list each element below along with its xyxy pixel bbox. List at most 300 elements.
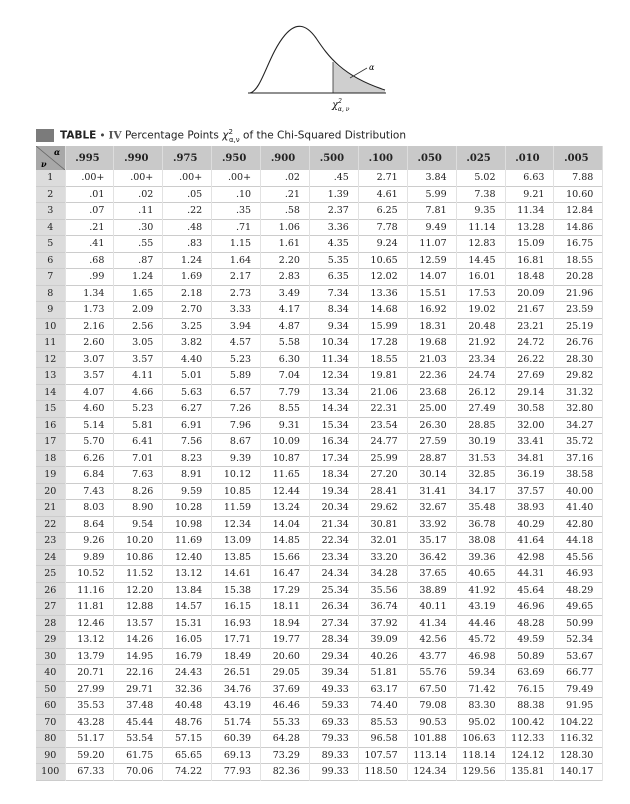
table-row <box>36 467 603 484</box>
value-cell: 27.99 <box>65 681 114 698</box>
table-row <box>36 434 603 451</box>
value-cell: .41 <box>65 236 114 253</box>
value-cell: 12.34 <box>309 368 358 385</box>
value-cell: 25.34 <box>309 582 358 599</box>
value-cell: 39.34 <box>309 665 358 682</box>
value-cell: .55 <box>114 236 163 253</box>
value-cell: 11.65 <box>261 467 310 484</box>
value-cell: 19.02 <box>456 302 505 319</box>
value-cell: 23.34 <box>309 549 358 566</box>
title-separator: • <box>99 129 106 142</box>
value-cell: 48.76 <box>163 714 212 731</box>
value-cell: 79.08 <box>407 698 456 715</box>
degrees-of-freedom-cell: 28 <box>36 615 65 632</box>
value-cell: 30.14 <box>407 467 456 484</box>
value-cell: 51.81 <box>358 665 407 682</box>
degrees-of-freedom-cell: 21 <box>36 500 65 517</box>
value-cell: 43.77 <box>407 648 456 665</box>
value-cell: 13.84 <box>163 582 212 599</box>
degrees-of-freedom-cell: 7 <box>36 269 65 286</box>
value-cell: 13.24 <box>261 500 310 517</box>
value-cell: 15.66 <box>261 549 310 566</box>
header-alpha-010: .010 <box>505 146 554 170</box>
value-cell: .02 <box>114 186 163 203</box>
degrees-of-freedom-cell: 27 <box>36 599 65 616</box>
value-cell: 8.64 <box>65 516 114 533</box>
value-cell: 23.59 <box>554 302 603 319</box>
value-cell: 3.57 <box>65 368 114 385</box>
value-cell: 46.46 <box>261 698 310 715</box>
value-cell: 14.04 <box>261 516 310 533</box>
header-alpha-995: .995 <box>65 146 114 170</box>
value-cell: 10.09 <box>261 434 310 451</box>
value-cell: 2.83 <box>261 269 310 286</box>
title-marker-block <box>36 129 54 142</box>
value-cell: 41.40 <box>554 500 603 517</box>
value-cell: 43.19 <box>212 698 261 715</box>
value-cell: 48.29 <box>554 582 603 599</box>
value-cell: 16.15 <box>212 599 261 616</box>
value-cell: 32.67 <box>407 500 456 517</box>
value-cell: 20.71 <box>65 665 114 682</box>
value-cell: 96.58 <box>358 731 407 748</box>
value-cell: 44.31 <box>505 566 554 583</box>
value-cell: 18.31 <box>407 318 456 335</box>
value-cell: 51.17 <box>65 731 114 748</box>
value-cell: 2.70 <box>163 302 212 319</box>
value-cell: 37.16 <box>554 450 603 467</box>
value-cell: 12.40 <box>163 549 212 566</box>
value-cell: 53.54 <box>114 731 163 748</box>
value-cell: 24.34 <box>309 566 358 583</box>
value-cell: 2.17 <box>212 269 261 286</box>
alpha-pointer-line <box>350 68 367 78</box>
value-cell: .00+ <box>212 170 261 186</box>
value-cell: 9.89 <box>65 549 114 566</box>
value-cell: 26.51 <box>212 665 261 682</box>
value-cell: 33.41 <box>505 434 554 451</box>
value-cell: 11.81 <box>65 599 114 616</box>
value-cell: 13.09 <box>212 533 261 550</box>
value-cell: 18.55 <box>554 252 603 269</box>
table-title-bar <box>36 129 602 142</box>
value-cell: 36.74 <box>358 599 407 616</box>
value-cell: 2.73 <box>212 285 261 302</box>
value-cell: 31.41 <box>407 483 456 500</box>
value-cell: 12.02 <box>358 269 407 286</box>
value-cell: 1.73 <box>65 302 114 319</box>
degrees-of-freedom-cell: 10 <box>36 318 65 335</box>
value-cell: 69.33 <box>309 714 358 731</box>
value-cell: 16.34 <box>309 434 358 451</box>
value-cell: 5.02 <box>456 170 505 186</box>
degrees-of-freedom-cell: 20 <box>36 483 65 500</box>
value-cell: 7.38 <box>456 186 505 203</box>
value-cell: 21.06 <box>358 384 407 401</box>
table-row <box>36 368 603 385</box>
header-alpha-500: .500 <box>309 146 358 170</box>
value-cell: 13.34 <box>309 384 358 401</box>
value-cell: 5.81 <box>114 417 163 434</box>
value-cell: 63.69 <box>505 665 554 682</box>
value-cell: 60.39 <box>212 731 261 748</box>
value-cell: 20.34 <box>309 500 358 517</box>
degrees-of-freedom-cell: 30 <box>36 648 65 665</box>
value-cell: 14.45 <box>456 252 505 269</box>
value-cell: 16.01 <box>456 269 505 286</box>
value-cell: 7.81 <box>407 203 456 220</box>
corner-alpha: α <box>54 147 61 157</box>
value-cell: 13.57 <box>114 615 163 632</box>
value-cell: 7.63 <box>114 467 163 484</box>
value-cell: 11.14 <box>456 219 505 236</box>
value-cell: 26.22 <box>505 351 554 368</box>
value-cell: 41.34 <box>407 615 456 632</box>
value-cell: 49.65 <box>554 599 603 616</box>
value-cell: 35.56 <box>358 582 407 599</box>
degrees-of-freedom-cell: 100 <box>36 764 65 781</box>
value-cell: 5.23 <box>114 401 163 418</box>
value-cell: 20.09 <box>505 285 554 302</box>
chi-squared-distribution-figure <box>0 0 630 128</box>
value-cell: 2.60 <box>65 335 114 352</box>
value-cell: 83.30 <box>456 698 505 715</box>
header-alpha-990: .990 <box>114 146 163 170</box>
value-cell: 43.28 <box>65 714 114 731</box>
value-cell: 9.31 <box>261 417 310 434</box>
header-corner <box>36 146 65 170</box>
value-cell: 3.05 <box>114 335 163 352</box>
value-cell: 29.71 <box>114 681 163 698</box>
value-cell: 7.78 <box>358 219 407 236</box>
degrees-of-freedom-cell: 11 <box>36 335 65 352</box>
value-cell: 29.14 <box>505 384 554 401</box>
value-cell: 14.61 <box>212 566 261 583</box>
value-cell: 12.83 <box>456 236 505 253</box>
value-cell: 12.20 <box>114 582 163 599</box>
value-cell: 7.96 <box>212 417 261 434</box>
value-cell: 2.71 <box>358 170 407 186</box>
value-cell: 42.80 <box>554 516 603 533</box>
table-row <box>36 533 603 550</box>
value-cell: 27.34 <box>309 615 358 632</box>
value-cell: 53.67 <box>554 648 603 665</box>
table-row <box>36 450 603 467</box>
value-cell: 38.58 <box>554 467 603 484</box>
value-cell: .87 <box>114 252 163 269</box>
value-cell: 1.61 <box>261 236 310 253</box>
value-cell: 10.20 <box>114 533 163 550</box>
table-word: TABLE <box>60 129 97 142</box>
value-cell: 10.52 <box>65 566 114 583</box>
degrees-of-freedom-cell: 18 <box>36 450 65 467</box>
value-cell: 26.76 <box>554 335 603 352</box>
table-row <box>36 698 603 715</box>
value-cell: 1.24 <box>163 252 212 269</box>
value-cell: .01 <box>65 186 114 203</box>
value-cell: 32.80 <box>554 401 603 418</box>
value-cell: 63.17 <box>358 681 407 698</box>
value-cell: 20.60 <box>261 648 310 665</box>
value-cell: 10.12 <box>212 467 261 484</box>
value-cell: 88.38 <box>505 698 554 715</box>
table-row <box>36 219 603 236</box>
value-cell: 70.06 <box>114 764 163 781</box>
value-cell: 8.55 <box>261 401 310 418</box>
degrees-of-freedom-cell: 23 <box>36 533 65 550</box>
value-cell: 71.42 <box>456 681 505 698</box>
value-cell: .22 <box>163 203 212 220</box>
value-cell: 38.08 <box>456 533 505 550</box>
table-number: IV <box>108 129 122 142</box>
table-row <box>36 302 603 319</box>
value-cell: 10.98 <box>163 516 212 533</box>
degrees-of-freedom-cell: 90 <box>36 747 65 764</box>
value-cell: 59.20 <box>65 747 114 764</box>
value-cell: 21.67 <box>505 302 554 319</box>
value-cell: 14.68 <box>358 302 407 319</box>
chi-squared-table <box>36 146 603 781</box>
value-cell: 9.26 <box>65 533 114 550</box>
degrees-of-freedom-cell: 16 <box>36 417 65 434</box>
header-alpha-050: .050 <box>407 146 456 170</box>
value-cell: 50.99 <box>554 615 603 632</box>
value-cell: 118.14 <box>456 747 505 764</box>
header-alpha-975: .975 <box>163 146 212 170</box>
table-row <box>36 269 603 286</box>
value-cell: 41.64 <box>505 533 554 550</box>
value-cell: 23.21 <box>505 318 554 335</box>
value-cell: 1.34 <box>65 285 114 302</box>
corner-diagonal <box>36 146 65 170</box>
value-cell: 11.07 <box>407 236 456 253</box>
value-cell: 11.34 <box>309 351 358 368</box>
value-cell: 32.01 <box>358 533 407 550</box>
value-cell: 113.14 <box>407 747 456 764</box>
table-row <box>36 632 603 649</box>
value-cell: 16.81 <box>505 252 554 269</box>
value-cell: 7.79 <box>261 384 310 401</box>
value-cell: 107.57 <box>358 747 407 764</box>
table-row <box>36 549 603 566</box>
value-cell: 22.36 <box>407 368 456 385</box>
value-cell: 9.35 <box>456 203 505 220</box>
value-cell: 16.47 <box>261 566 310 583</box>
value-cell: 29.34 <box>309 648 358 665</box>
degrees-of-freedom-cell: 24 <box>36 549 65 566</box>
value-cell: 25.99 <box>358 450 407 467</box>
value-cell: 29.82 <box>554 368 603 385</box>
value-cell: 14.07 <box>407 269 456 286</box>
value-cell: 49.33 <box>309 681 358 698</box>
table-row <box>36 384 603 401</box>
value-cell: 16.05 <box>163 632 212 649</box>
value-cell: 5.35 <box>309 252 358 269</box>
value-cell: 15.38 <box>212 582 261 599</box>
value-cell: 59.34 <box>456 665 505 682</box>
value-cell: 35.53 <box>65 698 114 715</box>
value-cell: 18.11 <box>261 599 310 616</box>
value-cell: .21 <box>261 186 310 203</box>
value-cell: 10.34 <box>309 335 358 352</box>
value-cell: .10 <box>212 186 261 203</box>
value-cell: 49.59 <box>505 632 554 649</box>
value-cell: 5.01 <box>163 368 212 385</box>
value-cell: 7.34 <box>309 285 358 302</box>
table-row <box>36 681 603 698</box>
value-cell: 35.48 <box>456 500 505 517</box>
value-cell: .71 <box>212 219 261 236</box>
header-alpha-100: .100 <box>358 146 407 170</box>
value-cell: 40.26 <box>358 648 407 665</box>
value-cell: 8.67 <box>212 434 261 451</box>
value-cell: 9.49 <box>407 219 456 236</box>
value-cell: 34.17 <box>456 483 505 500</box>
value-cell: 4.35 <box>309 236 358 253</box>
value-cell: 13.79 <box>65 648 114 665</box>
value-cell: 15.51 <box>407 285 456 302</box>
value-cell: 6.91 <box>163 417 212 434</box>
value-cell: 35.72 <box>554 434 603 451</box>
value-cell: 135.81 <box>505 764 554 781</box>
value-cell: 61.75 <box>114 747 163 764</box>
value-cell: 9.34 <box>309 318 358 335</box>
value-cell: 6.84 <box>65 467 114 484</box>
degrees-of-freedom-cell: 1 <box>36 170 65 186</box>
value-cell: 8.23 <box>163 450 212 467</box>
value-cell: 57.15 <box>163 731 212 748</box>
degrees-of-freedom-cell: 8 <box>36 285 65 302</box>
value-cell: 2.37 <box>309 203 358 220</box>
value-cell: 82.36 <box>261 764 310 781</box>
value-cell: .21 <box>65 219 114 236</box>
value-cell: 116.32 <box>554 731 603 748</box>
table-body <box>36 170 603 780</box>
table-row <box>36 351 603 368</box>
degrees-of-freedom-cell: 6 <box>36 252 65 269</box>
value-cell: 27.59 <box>407 434 456 451</box>
value-cell: 50.89 <box>505 648 554 665</box>
value-cell: 12.44 <box>261 483 310 500</box>
value-cell: 27.69 <box>505 368 554 385</box>
value-cell: 11.59 <box>212 500 261 517</box>
value-cell: 14.57 <box>163 599 212 616</box>
value-cell: 18.34 <box>309 467 358 484</box>
value-cell: 33.20 <box>358 549 407 566</box>
table-row <box>36 582 603 599</box>
value-cell: 46.93 <box>554 566 603 583</box>
value-cell: 27.49 <box>456 401 505 418</box>
value-cell: 30.58 <box>505 401 554 418</box>
value-cell: 6.41 <box>114 434 163 451</box>
chi-label: $\chi^2$ α, ν <box>332 98 350 113</box>
value-cell: .30 <box>114 219 163 236</box>
value-cell: 10.65 <box>358 252 407 269</box>
value-cell: 34.81 <box>505 450 554 467</box>
value-cell: 129.56 <box>456 764 505 781</box>
value-cell: 46.98 <box>456 648 505 665</box>
degrees-of-freedom-cell: 29 <box>36 632 65 649</box>
value-cell: 79.49 <box>554 681 603 698</box>
value-cell: 4.57 <box>212 335 261 352</box>
value-cell: 99.33 <box>309 764 358 781</box>
value-cell: 3.07 <box>65 351 114 368</box>
value-cell: 112.33 <box>505 731 554 748</box>
value-cell: 19.68 <box>407 335 456 352</box>
value-cell: 76.15 <box>505 681 554 698</box>
value-cell: 44.18 <box>554 533 603 550</box>
value-cell: 10.87 <box>261 450 310 467</box>
value-cell: 20.48 <box>456 318 505 335</box>
table-row <box>36 747 603 764</box>
value-cell: 16.75 <box>554 236 603 253</box>
degrees-of-freedom-cell: 9 <box>36 302 65 319</box>
value-cell: 40.29 <box>505 516 554 533</box>
value-cell: 37.57 <box>505 483 554 500</box>
value-cell: .05 <box>163 186 212 203</box>
value-cell: 74.40 <box>358 698 407 715</box>
value-cell: 31.53 <box>456 450 505 467</box>
value-cell: 37.65 <box>407 566 456 583</box>
value-cell: 5.58 <box>261 335 310 352</box>
value-cell: 1.39 <box>309 186 358 203</box>
value-cell: 16.92 <box>407 302 456 319</box>
value-cell: 23.54 <box>358 417 407 434</box>
value-cell: 85.53 <box>358 714 407 731</box>
value-cell: 6.57 <box>212 384 261 401</box>
value-cell: 12.84 <box>554 203 603 220</box>
value-cell: 37.48 <box>114 698 163 715</box>
value-cell: 13.36 <box>358 285 407 302</box>
value-cell: 17.53 <box>456 285 505 302</box>
value-cell: 65.65 <box>163 747 212 764</box>
value-cell: 21.96 <box>554 285 603 302</box>
value-cell: 1.64 <box>212 252 261 269</box>
value-cell: 16.93 <box>212 615 261 632</box>
value-cell: 6.25 <box>358 203 407 220</box>
value-cell: 4.66 <box>114 384 163 401</box>
value-cell: 4.40 <box>163 351 212 368</box>
value-cell: 45.56 <box>554 549 603 566</box>
value-cell: 9.21 <box>505 186 554 203</box>
value-cell: 3.57 <box>114 351 163 368</box>
value-cell: 17.71 <box>212 632 261 649</box>
table-row <box>36 764 603 781</box>
table-row <box>36 252 603 269</box>
value-cell: 2.16 <box>65 318 114 335</box>
value-cell: 9.59 <box>163 483 212 500</box>
degrees-of-freedom-cell: 5 <box>36 236 65 253</box>
value-cell: 2.56 <box>114 318 163 335</box>
degrees-of-freedom-cell: 80 <box>36 731 65 748</box>
value-cell: 100.42 <box>505 714 554 731</box>
value-cell: 11.69 <box>163 533 212 550</box>
value-cell: 26.30 <box>407 417 456 434</box>
value-cell: 25.19 <box>554 318 603 335</box>
value-cell: 101.88 <box>407 731 456 748</box>
chi-subscript: α,ν <box>228 135 240 144</box>
value-cell: 48.28 <box>505 615 554 632</box>
degrees-of-freedom-cell: 17 <box>36 434 65 451</box>
value-cell: 6.26 <box>65 450 114 467</box>
value-cell: 10.28 <box>163 500 212 517</box>
value-cell: 19.77 <box>261 632 310 649</box>
value-cell: .00+ <box>163 170 212 186</box>
caption-after: of the Chi-Squared Distribution <box>239 129 406 142</box>
table-row <box>36 516 603 533</box>
value-cell: 55.76 <box>407 665 456 682</box>
value-cell: 14.26 <box>114 632 163 649</box>
